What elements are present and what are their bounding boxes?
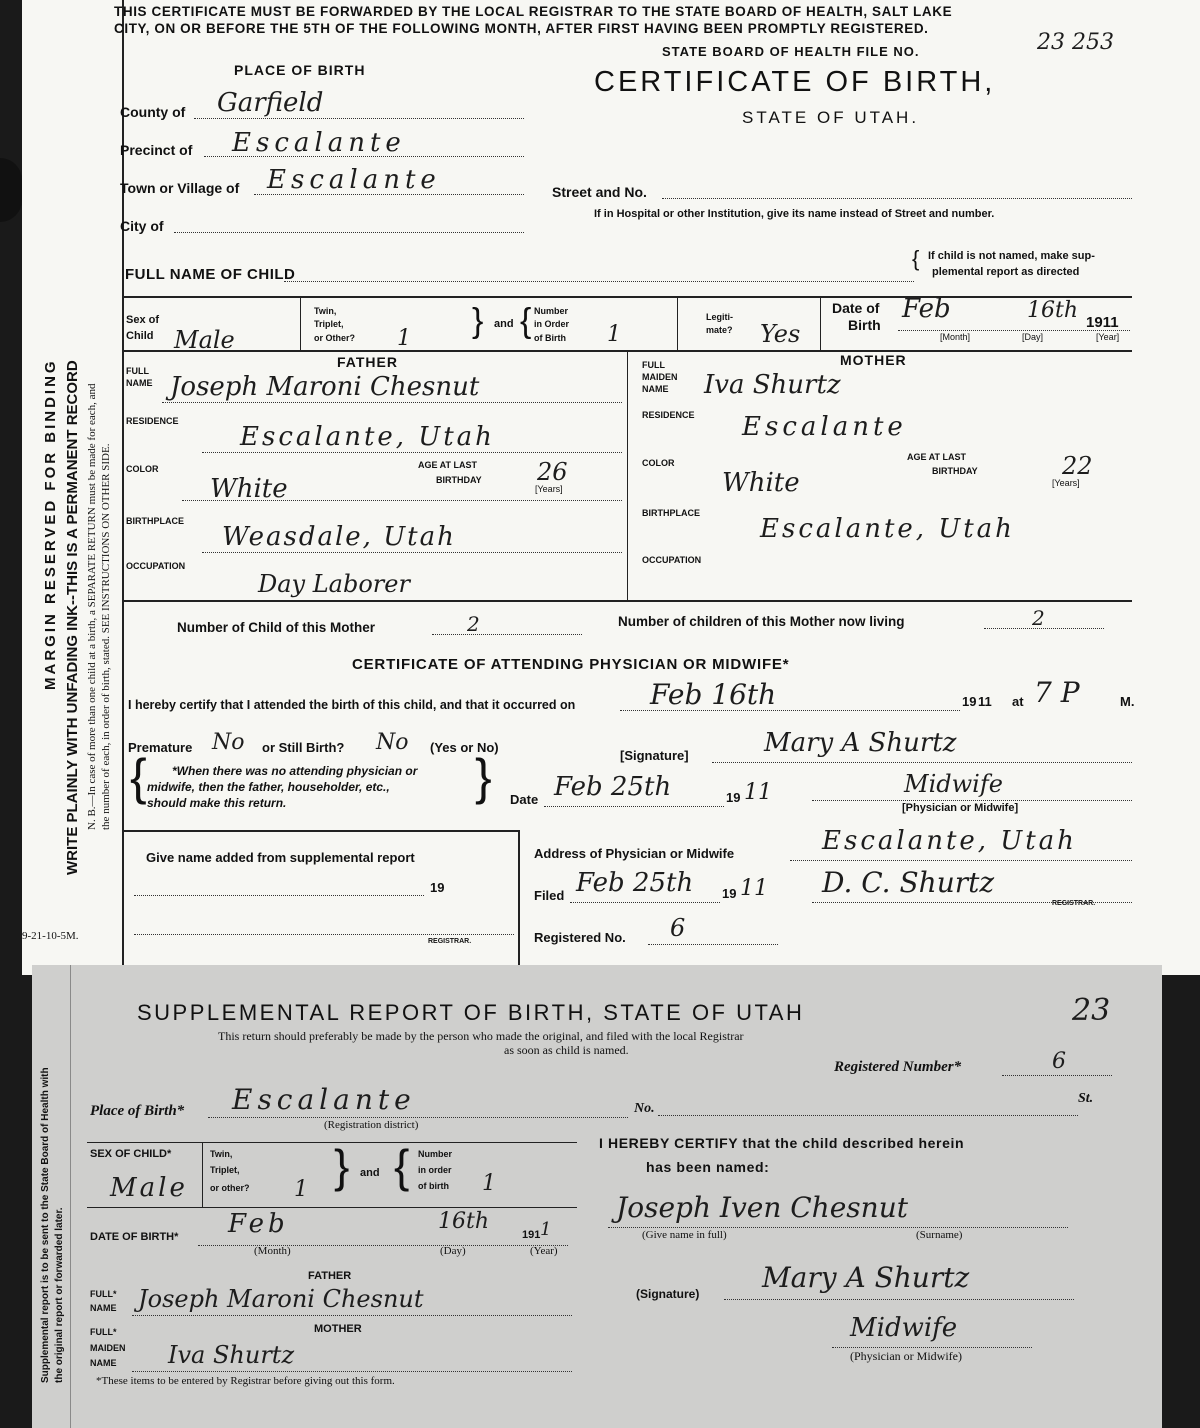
m-label: M.	[1120, 694, 1135, 709]
supp-order-label-3: of birth	[418, 1181, 449, 1191]
sex-label-2: Child	[126, 330, 154, 342]
no-label: No.	[634, 1101, 655, 1116]
mother-age-label-1: AGE AT LAST	[907, 452, 966, 462]
sex-label-1: Sex of	[126, 314, 160, 326]
supp-order-label-1: Number	[418, 1149, 453, 1159]
living-label: Number of children of this Mother now living	[618, 614, 905, 629]
supp-dob-month: Feb	[228, 1209, 289, 1239]
town-label: Town or Village of	[120, 180, 240, 196]
supp-and-label: and	[360, 1167, 380, 1179]
reg-number-value: 6	[1052, 1049, 1066, 1074]
brace-icon: }	[475, 749, 492, 805]
form-code: 9-21-10-5M.	[22, 930, 79, 942]
supp-title-sig: Midwife	[850, 1313, 958, 1343]
supplemental-box-19: 19	[430, 880, 445, 895]
supp-child-name-line	[608, 1227, 1068, 1228]
supp-order-label-2: in order	[418, 1165, 452, 1175]
twin-label-3: or Other?	[314, 333, 356, 343]
dob-label-2: Birth	[848, 317, 881, 333]
signature-value: Mary A Shurtz	[764, 728, 957, 758]
supplemental-box-line	[134, 895, 424, 896]
physician-heading: CERTIFICATE OF ATTENDING PHYSICIAN OR MIDWIFE*	[352, 656, 790, 673]
supp-year-label: (Year)	[530, 1245, 558, 1257]
rule-parents-bottom	[122, 600, 1132, 602]
not-named-note-1: If child is not named, make sup-	[928, 250, 1095, 262]
not-named-note-2: plemental report as directed	[932, 266, 1080, 278]
father-color-line	[182, 500, 622, 501]
brace-icon: {	[394, 1140, 410, 1192]
order-label-1: Number	[534, 306, 569, 316]
father-occupation-label: OCCUPATION	[126, 561, 186, 571]
father-years-label: [Years]	[535, 484, 563, 494]
reg-no-label: Registered No.	[534, 930, 626, 945]
reg-number-label: Registered Number*	[834, 1059, 962, 1075]
father-full-label: FULL	[126, 366, 149, 376]
header-line-2: CITY, ON OR BEFORE THE 5TH OF THE FOLLOWING MONTH, AFTER FIRST HAVING BEEN PROMPTLY REGISTERED.	[114, 21, 929, 36]
town-value: Escalante	[267, 165, 441, 195]
supp-signature: Mary A Shurtz	[762, 1261, 970, 1294]
supp-child-name: Joseph Iven Chesnut	[616, 1191, 908, 1224]
order-label-2: in Order	[534, 319, 570, 329]
note-line-3: should make this return.	[147, 796, 287, 810]
supp-mother-maiden-label: MAIDEN	[90, 1343, 126, 1353]
father-age-label-1: AGE AT LAST	[418, 460, 477, 470]
dob-month: Feb	[902, 294, 951, 324]
registrar-signature: D. C. Shurtz	[822, 866, 995, 899]
supp-order-value: 1	[482, 1171, 496, 1196]
place-line	[208, 1117, 628, 1118]
father-age-value: 26	[537, 458, 568, 486]
supp-dob-year: 1	[540, 1219, 552, 1240]
supp-certify-1: I HEREBY CERTIFY that the child described herein	[599, 1135, 965, 1151]
child-number-value: 2	[467, 612, 480, 636]
registrar-label: REGISTRAR.	[1052, 900, 1096, 907]
father-age-label-2: BIRTHDAY	[436, 475, 482, 485]
city-label: City of	[120, 218, 164, 234]
punch-hole	[0, 158, 22, 222]
supplemental-note-2: as soon as child is named.	[504, 1043, 629, 1057]
dob-year: 1911	[1086, 314, 1119, 331]
side-rule	[70, 965, 71, 1428]
filed-date-line	[570, 902, 720, 903]
supp-mother-name-label: NAME	[90, 1358, 117, 1368]
yes-no-label: (Yes or No)	[430, 740, 499, 755]
father-birthplace-label: BIRTHPLACE	[126, 516, 184, 526]
rule-supp-sex-top	[87, 1142, 577, 1143]
county-label: County of	[120, 104, 186, 120]
signed-year-prefix: 19	[726, 790, 741, 805]
supp-signature-line	[724, 1299, 1074, 1300]
rule-sex-v3	[820, 296, 821, 352]
rule-supp-sex-v	[202, 1142, 203, 1207]
note-line-1: *When there was no attending physician or	[172, 764, 418, 778]
rule-parents-divider	[627, 352, 628, 600]
side-text-2: the original report or forwarded later.	[54, 1207, 65, 1383]
father-residence-line	[202, 452, 622, 453]
supp-mother-name: Iva Shurtz	[168, 1341, 295, 1369]
occurred-date: Feb 16th	[650, 678, 777, 711]
child-number-line	[432, 634, 582, 635]
reg-number-line	[1002, 1075, 1112, 1076]
legit-label-2: mate?	[706, 325, 733, 335]
stillbirth-label: or Still Birth?	[262, 740, 345, 755]
supplemental-note-1: This return should preferably be made by the person who made the original, and filed with the local Registrar	[218, 1029, 744, 1043]
signature-line	[712, 762, 1132, 763]
supp-sex-value: Male	[110, 1173, 188, 1203]
father-occupation-value: Day Laborer	[258, 570, 410, 598]
file-no-value: 23 253	[1037, 30, 1114, 55]
supp-mother-line	[132, 1371, 572, 1372]
mother-name-value: Iva Shurtz	[704, 370, 841, 400]
supp-mother-heading: MOTHER	[314, 1323, 362, 1335]
month-label: [Month]	[940, 332, 971, 342]
supp-dob-year-prefix: 191	[522, 1229, 541, 1241]
reg-district-label: (Registration district)	[324, 1119, 419, 1131]
mother-occupation-label: OCCUPATION	[642, 555, 702, 565]
signed-year: 11	[744, 780, 772, 805]
rule-sex-top	[122, 296, 1132, 298]
st-label: St.	[1078, 1091, 1094, 1106]
supp-twin-label-3: or other?	[210, 1183, 250, 1193]
order-label-3: of Birth	[534, 333, 566, 343]
father-color-value: White	[210, 474, 288, 504]
brace-icon: }	[334, 1140, 350, 1192]
dob-label-1: Date of	[832, 300, 880, 316]
supp-father-full-label: FULL*	[90, 1289, 117, 1299]
mother-years-label: [Years]	[1052, 478, 1080, 488]
child-name-line	[284, 281, 914, 282]
margin-note-1: N. B.—In case of more than one child at a birth, a SEPARATE RETURN must be made for each, and	[86, 383, 98, 830]
supp-father-name-label: NAME	[90, 1303, 117, 1313]
filed-year: 11	[740, 876, 768, 901]
filed-year-prefix: 19	[722, 886, 737, 901]
mother-heading: MOTHER	[840, 352, 907, 368]
brace-icon: {	[130, 749, 147, 805]
supp-dob-label: DATE OF BIRTH*	[90, 1231, 179, 1243]
birth-certificate	[22, 0, 1200, 975]
signature-label: [Signature]	[620, 748, 689, 763]
supp-certify-2: has been named:	[646, 1159, 770, 1175]
supplemental-registrar-label: REGISTRAR.	[428, 938, 472, 945]
precinct-value: Escalante	[232, 128, 406, 158]
supp-mother-full-label: FULL*	[90, 1327, 117, 1337]
father-birthplace-line	[202, 552, 622, 553]
supp-signature-label: (Signature)	[636, 1287, 700, 1301]
filed-date: Feb 25th	[576, 868, 694, 898]
place-label: Place of Birth*	[90, 1103, 185, 1119]
supplemental-box-label: Give name added from supplemental report	[146, 850, 415, 865]
mother-name-label: NAME	[642, 384, 669, 394]
father-name-value: Joseph Maroni Chesnut	[170, 372, 480, 402]
signed-date-line	[544, 806, 724, 807]
mother-birthplace-label: BIRTHPLACE	[642, 508, 700, 518]
margin-binding-text: MARGIN RESERVED FOR BINDING	[42, 358, 59, 690]
legit-value: Yes	[760, 320, 801, 348]
place-of-birth-heading: PLACE OF BIRTH	[234, 62, 366, 78]
child-number-label: Number of Child of this Mother	[177, 620, 375, 635]
brace-icon: {	[520, 302, 532, 340]
county-value: Garfield	[217, 88, 324, 118]
supp-father-name: Joseph Maroni Chesnut	[138, 1285, 424, 1313]
mother-color-label: COLOR	[642, 458, 675, 468]
rule-sex-v1	[300, 296, 301, 352]
occurred-year: 11	[978, 694, 992, 709]
occurred-time: 7 P	[1034, 676, 1080, 709]
supp-give-name-label: (Give name in full)	[642, 1229, 727, 1241]
supp-father-line	[132, 1315, 572, 1316]
reg-no-value: 6	[670, 914, 686, 942]
supp-twin-value: 1	[294, 1177, 308, 1202]
supplemental-number: 23	[1072, 993, 1111, 1028]
precinct-label: Precinct of	[120, 142, 193, 158]
supp-sex-label: SEX OF CHILD*	[90, 1148, 172, 1160]
mother-age-label-2: BIRTHDAY	[932, 466, 978, 476]
father-color-label: COLOR	[126, 464, 159, 474]
supp-footnote: *These items to be entered by Registrar before giving out this form.	[96, 1375, 395, 1387]
side-text-1: Supplemental report is to be sent to the State Board of Health with	[40, 1067, 51, 1383]
occurred-year-prefix: 19	[962, 694, 977, 709]
signed-date: Feb 25th	[554, 772, 672, 802]
father-name-line	[162, 402, 622, 403]
supp-father-heading: FATHER	[308, 1270, 352, 1282]
filed-label: Filed	[534, 888, 565, 903]
city-line	[174, 232, 524, 233]
supp-twin-label-2: Triplet,	[210, 1165, 240, 1175]
supplemental-title: SUPPLEMENTAL REPORT OF BIRTH, STATE OF UTAH	[137, 1000, 805, 1025]
mother-residence-value: Escalante	[742, 412, 907, 442]
premature-value: No	[212, 730, 245, 755]
supplemental-registrar-line	[134, 934, 514, 935]
at-label: at	[1012, 694, 1024, 709]
street-label: Street and No.	[552, 184, 647, 200]
hospital-note: If in Hospital or other Institution, give its name instead of Street and number.	[594, 208, 995, 220]
address-label: Address of Physician or Midwife	[534, 846, 735, 861]
day-label: [Day]	[1022, 332, 1044, 342]
header-line-1: THIS CERTIFICATE MUST BE FORWARDED BY THE LOCAL REGISTRAR TO THE STATE BOARD OF HEALTH, SALT LAKE	[114, 4, 953, 19]
address-value: Escalante, Utah	[822, 826, 1077, 856]
father-residence-label: RESIDENCE	[126, 416, 179, 426]
rule-sex-v2	[677, 296, 678, 352]
year-label: [Year]	[1096, 332, 1120, 342]
brace-icon: {	[912, 246, 920, 271]
father-birthplace-value: Weasdale, Utah	[222, 522, 456, 552]
mother-age-value: 22	[1062, 452, 1093, 480]
supp-surname-label: (Surname)	[916, 1229, 963, 1241]
twin-label-2: Triplet,	[314, 319, 344, 329]
certificate-subtitle: STATE OF UTAH.	[742, 108, 920, 127]
rule-supp-sex-bottom	[87, 1207, 577, 1208]
and-label: and	[494, 318, 514, 330]
title-line	[812, 800, 1132, 801]
supp-month-label: (Month)	[254, 1245, 291, 1257]
date-label: Date	[510, 792, 539, 807]
sex-value: Male	[174, 326, 235, 354]
father-name-label: NAME	[126, 378, 153, 388]
premature-label: Premature	[128, 740, 193, 755]
margin-note-2: the number of each, in order of birth, stated. SEE INSTRUCTIONS ON OTHER SIDE.	[100, 443, 112, 830]
mother-birthplace-value: Escalante, Utah	[760, 514, 1015, 544]
dob-day: 16th	[1027, 298, 1079, 323]
certificate-title: CERTIFICATE OF BIRTH,	[594, 66, 996, 98]
twin-value: 1	[397, 326, 411, 351]
brace-icon: }	[472, 302, 484, 340]
supp-day-label: (Day)	[440, 1245, 466, 1257]
twin-label-1: Twin,	[314, 306, 337, 316]
street-line	[662, 198, 1132, 199]
supp-dob-day: 16th	[438, 1209, 490, 1234]
legit-label-1: Legiti-	[706, 312, 733, 322]
certify-text: I hereby certify that I attended the birth of this child, and that it occurred on	[128, 698, 576, 712]
note-line-2: midwife, then the father, householder, etc.,	[147, 780, 390, 794]
mother-residence-label: RESIDENCE	[642, 410, 695, 420]
margin-ink-text: WRITE PLAINLY WITH UNFADING INK--THIS IS A PERMANENT RECORD	[64, 360, 81, 875]
supplemental-report	[32, 965, 1162, 1428]
father-residence-value: Escalante, Utah	[240, 422, 495, 452]
stillbirth-value: No	[376, 730, 409, 755]
county-line	[194, 118, 524, 119]
father-heading: FATHER	[337, 354, 398, 370]
mother-maiden-label: MAIDEN	[642, 372, 678, 382]
street-line	[658, 1115, 1078, 1116]
signed-title: Midwife	[904, 770, 1003, 798]
mother-color-value: White	[722, 468, 800, 498]
child-name-label: FULL NAME OF CHILD	[125, 266, 296, 283]
file-no-label: STATE BOARD OF HEALTH FILE NO.	[662, 44, 920, 59]
address-line	[790, 860, 1132, 861]
reg-no-line	[648, 944, 778, 945]
place-value: Escalante	[232, 1083, 416, 1116]
living-value: 2	[1032, 606, 1045, 630]
order-value: 1	[607, 322, 621, 347]
supp-phys-or-mid: (Physician or Midwife)	[850, 1349, 962, 1363]
physician-or-midwife-label: [Physician or Midwife]	[902, 802, 1019, 814]
mother-full-label: FULL	[642, 360, 665, 370]
supp-twin-label-1: Twin,	[210, 1149, 233, 1159]
supp-title-line	[832, 1347, 1032, 1348]
